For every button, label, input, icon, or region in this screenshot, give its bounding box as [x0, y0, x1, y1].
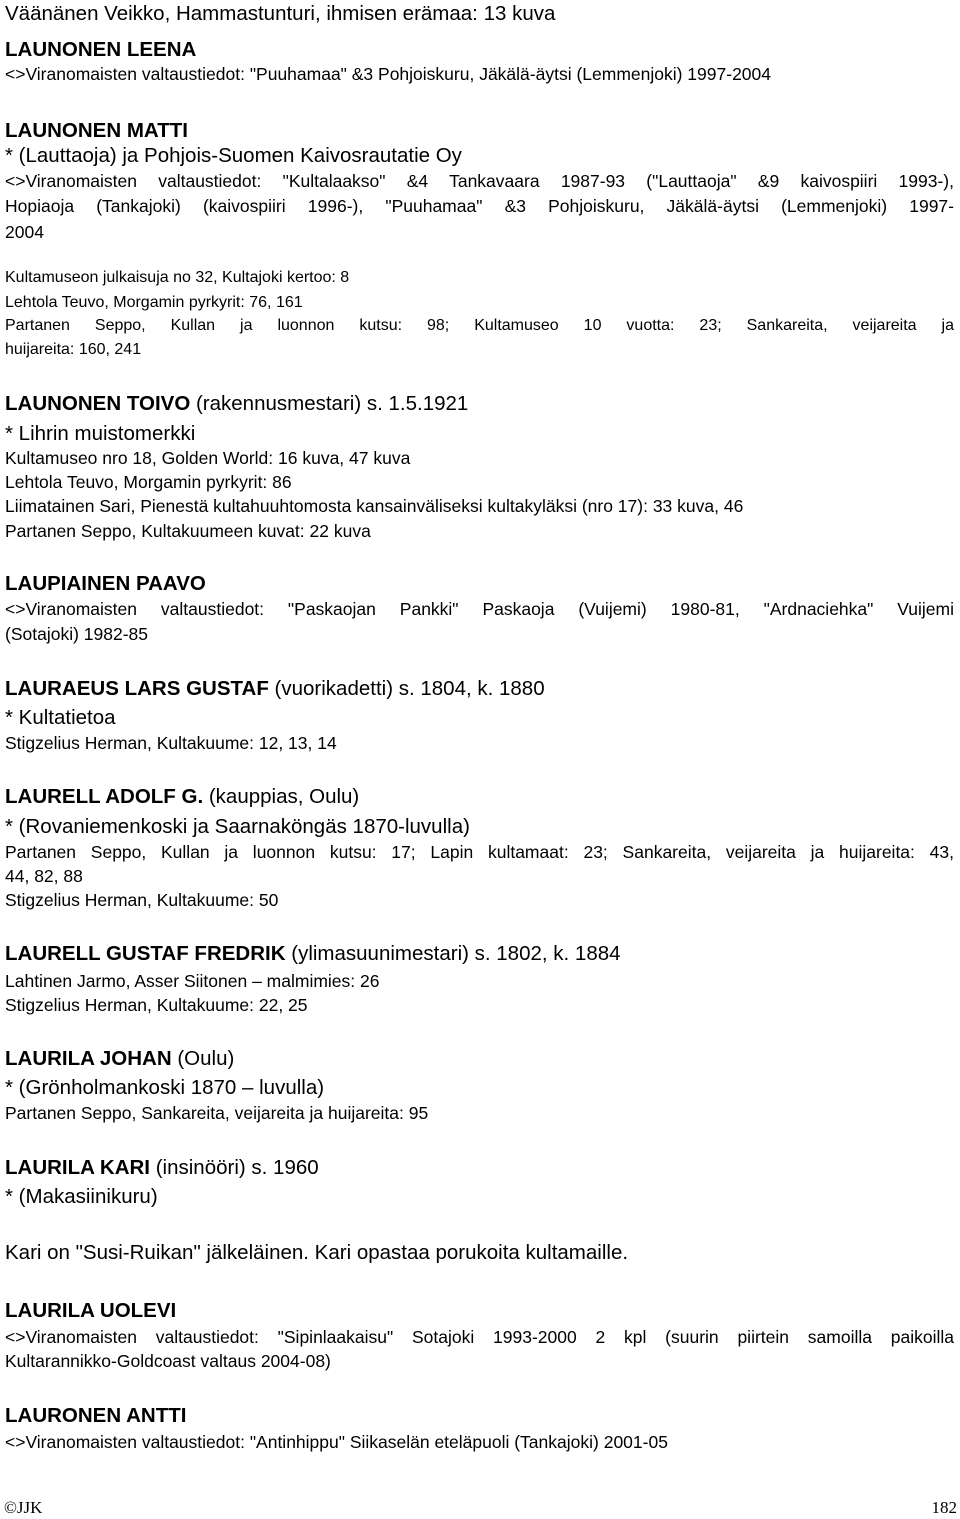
- line-text: (insinööri) s. 1960: [150, 1156, 319, 1179]
- line-text: Kultamuseo nro 18, Golden World: 16 kuva, 47 kuva: [5, 448, 411, 468]
- text-line: [5, 1103, 428, 1124]
- line-text: Partanen Seppo, Kullan ja luonnon kutsu: 98; Kultamuseo 10 vuotta: 23; Sankareita, veijareita ja: [5, 317, 954, 334]
- text-line: [5, 1432, 668, 1453]
- text-line: [5, 1351, 331, 1372]
- line-text: Kultamuseon julkaisuja no 32, Kultajoki kertoo: 8: [5, 269, 350, 286]
- line-text: * (Lauttaoja) ja Pohjois-Suomen Kaivosrautatie Oy: [5, 144, 462, 167]
- person-name: LAURONEN ANTTI: [5, 1404, 187, 1427]
- line-text: Stigzelius Herman, Kultakuume: 50: [5, 890, 279, 910]
- line-text: <>Viranomaisten valtaustiedot: "Sipinlaakaisu" Sotajoki 1993-2000 2 kpl (suurin piirtein samoilla paikoilla: [5, 1327, 954, 1347]
- text-line: [5, 64, 771, 85]
- entry-heading: [5, 942, 621, 966]
- person-name: LAURILA JOHAN: [5, 1047, 172, 1070]
- text-line: [5, 341, 141, 359]
- person-name: LAURELL GUSTAF FREDRIK: [5, 942, 286, 965]
- entry-heading: [5, 785, 359, 809]
- person-name: LAUNONEN TOIVO: [5, 392, 191, 415]
- text-line: [5, 706, 116, 730]
- person-name: LAUNONEN MATTI: [5, 119, 188, 142]
- text-line: [5, 1185, 158, 1209]
- text-line: [5, 144, 462, 168]
- person-name: LAUNONEN LEENA: [5, 38, 197, 61]
- line-text: (vuorikadetti) s. 1804, k. 1880: [268, 677, 545, 700]
- text-line: [5, 222, 44, 243]
- line-text: Kari on "Susi-Ruikan" jälkeläinen. Kari opastaa porukoita kultamaille.: [5, 1241, 629, 1264]
- text-line: [5, 317, 954, 335]
- line-text: * (Grönholmankoski 1870 – luvulla): [5, 1076, 325, 1099]
- line-text: <>Viranomaisten valtaustiedot: "Antinhippu" Siikaselän eteläpuoli (Tankajoki) 2001-05: [5, 1432, 668, 1452]
- text-line: [5, 1076, 324, 1100]
- line-text: Lehtola Teuvo, Morgamin pyrkyrit: 86: [5, 472, 292, 492]
- text-line: [5, 1241, 628, 1265]
- line-text: Stigzelius Herman, Kultakuume: 22, 25: [5, 995, 308, 1015]
- person-name: LAURILA KARI: [5, 1156, 151, 1179]
- footer-copyright: ©JJK: [4, 1498, 43, 1517]
- person-name: LAUPIAINEN PAAVO: [5, 572, 206, 595]
- person-name: LAURILA UOLEVI: [5, 1299, 177, 1322]
- text-line: [5, 1327, 954, 1348]
- line-text: <>Viranomaisten valtaustiedot: "Paskaojan Pankki" Paskaoja (Vuijemi) 1980-81, "Ardnaciehka" Vuijemi: [5, 599, 954, 619]
- text-line: [5, 496, 743, 517]
- text-line: [5, 971, 379, 992]
- line-text: (Oulu): [171, 1047, 235, 1070]
- line-text: (rakennusmestari) s. 1.5.1921: [190, 392, 469, 415]
- entry-heading: [5, 1404, 186, 1428]
- text-line: [5, 733, 337, 754]
- line-text: * Kultatietoa: [5, 706, 116, 729]
- line-text: 2004: [5, 222, 44, 242]
- entry-heading: [5, 1047, 234, 1071]
- entry-heading: [5, 572, 206, 596]
- text-line: [5, 624, 148, 645]
- line-text: (ylimasuunimestari) s. 1802, k. 1884: [285, 942, 621, 965]
- line-text: * (Makasiinikuru): [5, 1185, 158, 1208]
- line-text: * Lihrin muistomerkki: [5, 422, 196, 445]
- text-line: [5, 866, 83, 887]
- entry-heading: [5, 392, 468, 416]
- line-text: <>Viranomaisten valtaustiedot: "Puuhamaa" &3 Pohjoiskuru, Jäkälä-äytsi (Lemmenjoki) 1997-2004: [5, 64, 772, 84]
- text-line: [5, 422, 195, 446]
- entry-heading: [5, 38, 196, 62]
- line-text: huijareita: 160, 241: [5, 341, 142, 358]
- person-name: LAURELL ADOLF G.: [5, 785, 204, 808]
- line-text: Kultarannikko-Goldcoast valtaus 2004-08): [5, 1351, 331, 1371]
- line-text: (Sotajoki) 1982-85: [5, 624, 148, 644]
- text-line: [5, 599, 954, 620]
- text-line: [5, 2, 555, 26]
- line-text: Partanen Seppo, Kullan ja luonnon kutsu: 17; Lapin kultamaat: 23; Sankareita, veijareita ja huijareita: 43,: [5, 842, 954, 862]
- text-line: [5, 472, 292, 493]
- text-line: [5, 269, 349, 287]
- text-line: [5, 842, 954, 863]
- line-text: Hopiaoja (Tankajoki) (kaivospiiri 1996-), "Puuhamaa" &3 Pohjoiskuru, Jäkälä-äytsi (Lemmenjoki) 1997-: [5, 196, 954, 216]
- line-text: Stigzelius Herman, Kultakuume: 12, 13, 14: [5, 733, 337, 753]
- line-text: * (Rovaniemenkoski ja Saarnaköngäs 1870-luvulla): [5, 815, 470, 838]
- line-text: Väänänen Veikko, Hammastunturi, ihmisen erämaa: 13 kuva: [5, 2, 556, 25]
- line-text: Lahtinen Jarmo, Asser Siitonen – malmimies: 26: [5, 971, 380, 991]
- entry-heading: [5, 1299, 176, 1323]
- text-line: [5, 995, 308, 1016]
- line-text: <>Viranomaisten valtaustiedot: "Kultalaakso" &4 Tankavaara 1987-93 ("Lauttaoja" &9 kaivospiiri 1993-),: [5, 171, 954, 191]
- footer-page-number: 182: [931, 1498, 957, 1517]
- text-line: [5, 294, 303, 312]
- line-text: 44, 82, 88: [5, 866, 83, 886]
- text-line: [5, 171, 954, 192]
- line-text: Liimatainen Sari, Pienestä kultahuuhtomosta kansainväliseksi kultakyläksi (nro 17): 33 kuva, 46: [5, 496, 744, 516]
- text-line: [5, 448, 410, 469]
- text-line: [5, 815, 470, 839]
- entry-heading: [5, 677, 545, 701]
- entry-heading: [5, 119, 188, 143]
- text-line: [5, 521, 371, 542]
- line-text: Lehtola Teuvo, Morgamin pyrkyrit: 76, 161: [5, 294, 303, 311]
- line-text: Partanen Seppo, Kultakuumeen kuvat: 22 kuva: [5, 521, 371, 541]
- text-line: [5, 890, 278, 911]
- person-name: LAURAEUS LARS GUSTAF: [5, 677, 269, 700]
- text-line: [5, 196, 954, 217]
- entry-heading: [5, 1156, 319, 1180]
- line-text: (kauppias, Oulu): [203, 785, 360, 808]
- line-text: Partanen Seppo, Sankareita, veijareita ja huijareita: 95: [5, 1103, 429, 1123]
